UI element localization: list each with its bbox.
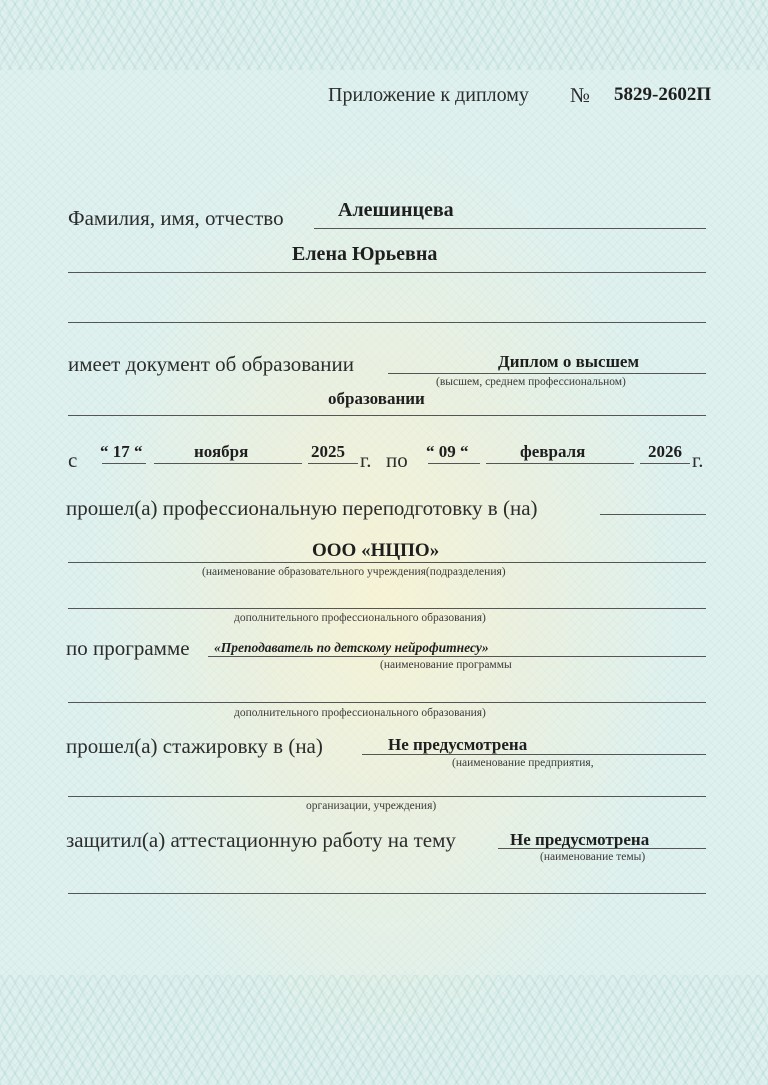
education-label: имеет документ об образовании — [68, 352, 354, 376]
period-to-month-underline — [486, 463, 634, 464]
retraining-label: прошел(а) профессиональную переподготовку в (на) — [66, 496, 538, 520]
program-underline-1 — [208, 656, 706, 657]
retraining-underline-1 — [68, 562, 706, 563]
internship-underline-2 — [68, 796, 706, 797]
program-caption-1: (наименование программы — [380, 659, 512, 671]
education-underline-2 — [68, 415, 706, 416]
header-number-sign: № — [570, 83, 591, 107]
internship-label: прошел(а) стажировку в (на) — [66, 734, 323, 758]
thesis-label: защитил(а) аттестационную работу на тему — [66, 828, 456, 852]
internship-caption-2: организации, учреждения) — [306, 800, 437, 812]
fio-label: Фамилия, имя, отчество — [68, 206, 284, 230]
decorative-border-bottom — [0, 975, 768, 1085]
diploma-number: 5829-2602П — [614, 84, 712, 105]
retraining-caption-1: (наименование образовательного учреждения(подразделения) — [202, 566, 506, 578]
program-label: по программе — [66, 636, 190, 660]
fio-surname: Алешинцева — [338, 199, 454, 221]
period-to-prefix: по — [386, 448, 408, 472]
education-value-line2: образовании — [328, 389, 425, 408]
thesis-underline-1 — [498, 848, 706, 849]
internship-value: Не предусмотрена — [388, 735, 528, 754]
period-from-month: ноября — [194, 442, 249, 461]
header-title: Приложение к диплому — [328, 84, 529, 106]
period-to-day-underline — [428, 463, 480, 464]
fio-underline-2 — [68, 272, 706, 273]
education-underline-1 — [388, 373, 706, 374]
period-to-year-suffix: г. — [692, 448, 704, 472]
retraining-caption-2: дополнительного профессионального образования) — [234, 612, 486, 624]
period-from-day: “ 17 “ — [100, 442, 143, 461]
fio-underline-1 — [314, 228, 706, 229]
education-caption: (высшем, среднем профессиональном) — [436, 376, 626, 388]
period-from-year-underline — [308, 463, 358, 464]
fio-underline-3 — [68, 322, 706, 323]
period-from-year: 2025 — [311, 442, 345, 461]
period-from-year-suffix: г. — [360, 448, 372, 472]
period-to-month: февраля — [520, 442, 586, 461]
program-value: «Преподаватель по детскому нейрофитнесу» — [214, 640, 489, 655]
retraining-underline-2 — [68, 608, 706, 609]
program-underline-2 — [68, 702, 706, 703]
internship-underline-1 — [362, 754, 706, 755]
period-from-prefix: с — [68, 448, 78, 472]
period-to-year: 2026 — [648, 442, 682, 461]
period-to-day: “ 09 “ — [426, 442, 469, 461]
thesis-caption: (наименование темы) — [540, 851, 646, 863]
thesis-underline-2 — [68, 893, 706, 894]
education-value-line1: Диплом о высшем — [498, 352, 640, 371]
program-caption-2: дополнительного профессионального образования) — [234, 707, 486, 719]
period-from-month-underline — [154, 463, 302, 464]
fio-name: Елена Юрьевна — [292, 243, 438, 265]
period-from-day-underline — [102, 463, 146, 464]
retraining-underline-0 — [600, 514, 706, 515]
retraining-org: ООО «НЦПО» — [312, 540, 440, 561]
thesis-value: Не предусмотрена — [510, 830, 650, 849]
period-to-year-underline — [640, 463, 690, 464]
decorative-border-top — [0, 0, 768, 70]
internship-caption-1: (наименование предприятия, — [452, 757, 594, 769]
